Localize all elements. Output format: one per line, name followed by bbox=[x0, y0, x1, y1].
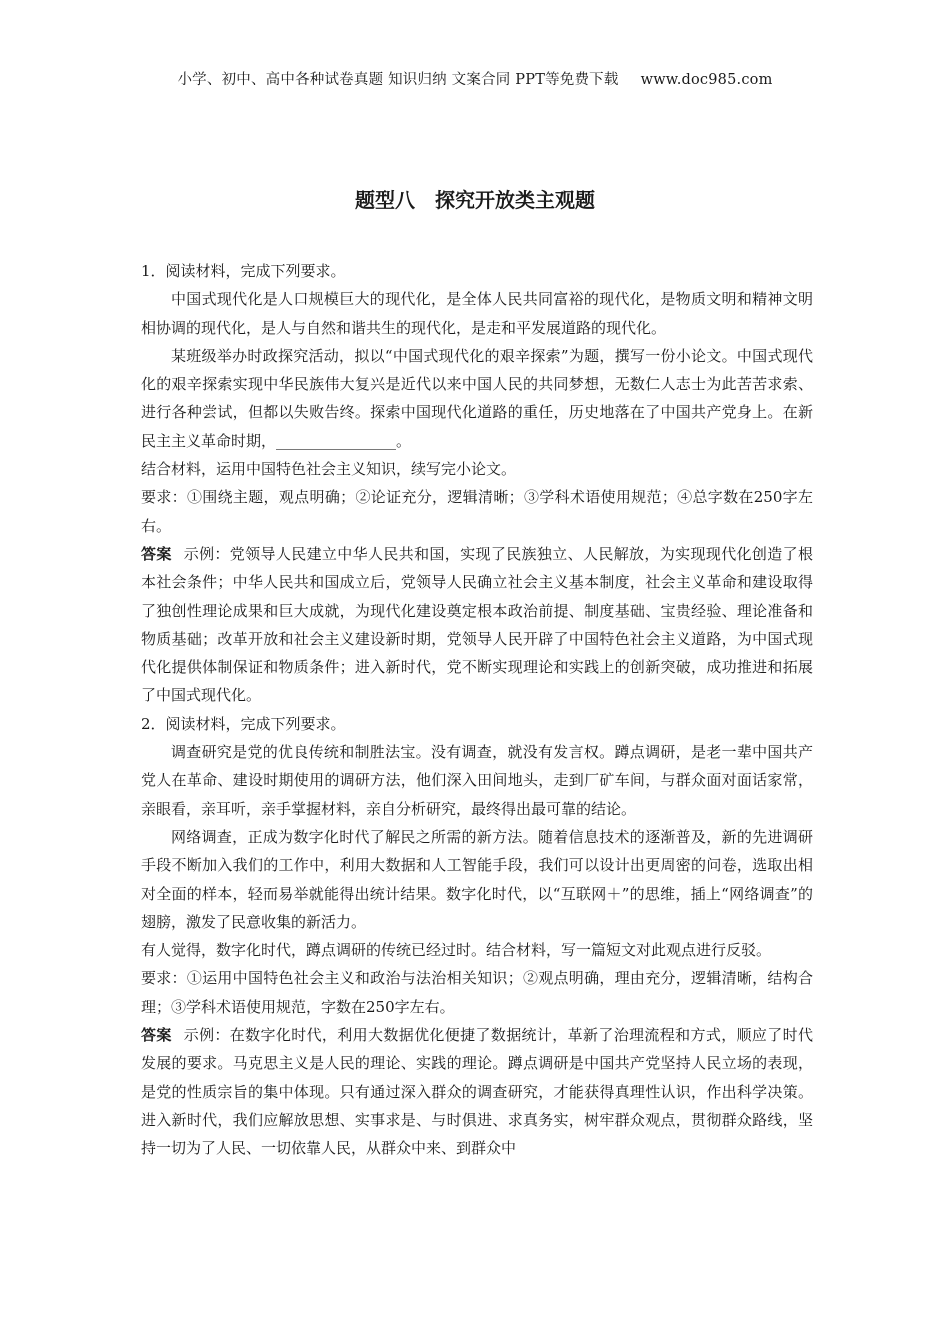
header-text: 小学、初中、高中各种试卷真题 知识归纳 文案合同 PPT等免费下载 bbox=[177, 72, 619, 88]
q2-answer bbox=[141, 1021, 813, 1162]
q2-material-1: 调查研究是党的优良传统和制胜法宝。没有调查，就没有发言权。蹲点调研，是老一辈中国共产党人在革命、建设时期使用的调研方法，他们深入田间地头，走到厂矿车间，与群众面对面话家常，亲眼看，亲耳听，亲手掌握材料，亲自分析研究，最终得出最可靠的结论。 bbox=[141, 743, 813, 818]
page-header bbox=[0, 68, 950, 89]
q2-requirements: 要求：①运用中国特色社会主义和政治与法治相关知识；②观点明确，理由充分，逻辑清晰，结构合理；③学科术语使用规范，字数在250字左右。 bbox=[141, 969, 813, 1016]
q1-answer-text: 示例：党领导人民建立中华人民共和国，实现了民族独立、人民解放，为实现现代化创造了根本社会条件；中华人民共和国成立后，党领导人民确立社会主义基本制度，社会主义革命和建设取得了独创性理论成果和巨大成就，为现代化建设奠定根本政治前提、制度基础、宝贵经验、理论准备和物质基础；改革开放和社会主义建设新时期，党领导人民开辟了中国特色社会主义道路，为中国式现代化提供体制保证和物质条件；进入新时代，党不断实现理论和实践上的创新突破，成功推进和拓展了中国式现代化。 bbox=[141, 544, 813, 705]
answer-label: 答案 bbox=[141, 544, 172, 563]
document-body bbox=[141, 257, 813, 1163]
q2-material-2: 网络调查，正成为数字化时代了解民之所需的新方法。随着信息技术的逐渐普及，新的先进调研手段不断加入我们的工作中，利用大数据和人工智能手段，我们可以设计出更周密的问卷，选取出相对全面的样本，轻而易举就能得出统计结果。数字化时代，以“互联网＋”的思维，插上“网络调查”的翅膀，激发了民意收集的新活力。 bbox=[141, 827, 813, 931]
page-title: 题型八 探究开放类主观题 bbox=[355, 188, 595, 212]
question-1 bbox=[141, 257, 813, 710]
q2-task: 有人觉得，数字化时代，蹲点调研的传统已经过时。结合材料，写一篇短文对此观点进行反驳。 bbox=[141, 941, 772, 960]
q1-answer bbox=[141, 540, 813, 710]
q1-material-1: 中国式现代化是人口规模巨大的现代化，是全体人民共同富裕的现代化，是物质文明和精神文明相协调的现代化，是人与自然和谐共生的现代化，是走和平发展道路的现代化。 bbox=[141, 290, 813, 337]
q1-material-2: 某班级举办时政探究活动，拟以“中国式现代化的艰辛探索”为题，撰写一份小论文。中国式现代化的艰辛探索实现中华民族伟大复兴是近代以来中国人民的共同梦想，无数仁人志士为此苦苦求索、进行各种尝试，但都以失败告终。探索中国现代化道路的重任，历史地落在了中国共产党身上。在新民主主义革命时期，________________。 bbox=[141, 346, 813, 450]
q2-answer-text: 示例：在数字化时代，利用大数据优化便捷了数据统计，革新了治理流程和方式，顺应了时代发展的要求。马克思主义是人民的理论、实践的理论。蹲点调研是中国共产党坚持人民立场的表现，是党的性质宗旨的集中体现。只有通过深入群众的调查研究，才能获得真理性认识，作出科学决策。进入新时代，我们应解放思想、实事求是、与时俱进、求真务实，树牢群众观点，贯彻群众路线，坚持一切为了人民、一切依靠人民，从群众中来、到群众中 bbox=[141, 1026, 813, 1158]
q2-stem: 2．阅读材料，完成下列要求。 bbox=[141, 714, 346, 733]
header-site: www.doc985.com bbox=[640, 72, 773, 88]
answer-label: 答案 bbox=[141, 1026, 172, 1045]
q1-requirements: 要求：①围绕主题，观点明确；②论证充分，逻辑清晰；③学科术语使用规范；④总字数在250字左右。 bbox=[141, 488, 813, 535]
q1-stem: 1．阅读材料，完成下列要求。 bbox=[141, 262, 346, 280]
question-2 bbox=[141, 710, 813, 1163]
q1-task: 结合材料，运用中国特色社会主义知识，续写完小论文。 bbox=[141, 460, 517, 479]
